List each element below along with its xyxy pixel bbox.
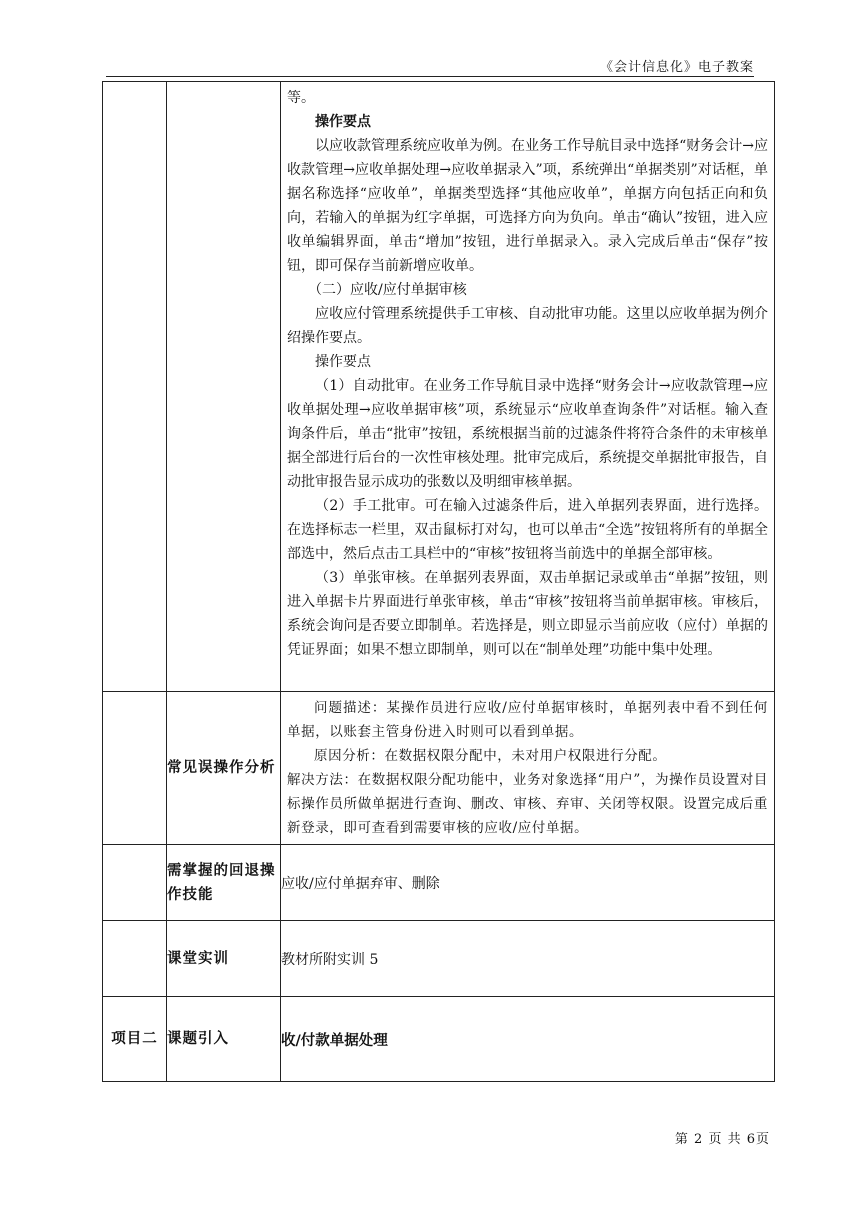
practice-label: 课堂实训 (167, 921, 281, 997)
errors-cell (281, 692, 775, 845)
empty-cell (103, 82, 167, 692)
topic-title: 收/付款单据处理 (281, 997, 775, 1082)
paragraph: 应收应付管理系统提供手工审核、自动批审功能。这里以应收单据为例介绍操作要点。 (287, 306, 768, 346)
table-row (103, 82, 775, 692)
section-heading: 操作要点 (315, 354, 371, 370)
topic-label: 课题引入 (167, 997, 281, 1082)
problem-text: 问题描述：某操作员进行应收/应付单据审核时，单据列表中看不到任何单据，以账套主管身份进入时则可以看到单据。 (287, 700, 768, 740)
table-row (103, 845, 775, 921)
empty-cell (167, 82, 281, 692)
paragraph: 以应收款管理系统应收单为例。在业务工作导航目录中选择“财务会计→应收款管理→应收单据处理→应收单据录入”项，系统弹出“单据类别”对话框，单据名称选择“应收单”，单据类型选择“其他应收单”，单据方向包括正向和负向，若输入的单据为红字单据，可选择方向为负向。单击“确认”按钮，进入应收单编辑界面，单击“增加”按钮，进行单据录入。录入完成后单击“保存”按钮，即可保存当前新增应收单。 (287, 138, 768, 274)
errors-body (281, 692, 774, 844)
header-divider (106, 76, 754, 77)
empty-cell (103, 845, 167, 921)
section-heading: （二）应收/应付单据审核 (308, 282, 467, 298)
paragraph: （2）手工批审。可在输入过滤条件后，进入单据列表界面，进行选择。在选择标志一栏里，双击鼠标打对勾，也可以单击“全选”按钮将所有的单据全部选中，然后点击工具栏中的“审核”按钮将当前选中的单据全部审核。 (287, 498, 768, 562)
empty-cell (103, 921, 167, 997)
paragraph: （1）自动批审。在业务工作导航目录中选择“财务会计→应收款管理→应收单据处理→应收单据审核”项，系统显示“应收单查询条件”对话框。输入查询条件后，单击“批审”按钮，系统根据当前的过滤条件将符合条件的未审核单据全部进行后台的一次性审核处理。批审完成后，系统提交单据批审报告，自动批审报告显示成功的张数以及明细审核单据。 (287, 378, 768, 490)
header-title: 《会计信息化》电子教案 (599, 60, 754, 75)
practice-value: 教材所附实训 5 (281, 921, 775, 997)
cause-text: 原因分析：在数据权限分配中，未对用户权限进行分配。 (314, 748, 667, 764)
table-row (103, 997, 775, 1082)
lesson-body (281, 82, 774, 672)
lesson-table (102, 81, 775, 1082)
solution-text: 解决方法：在数据权限分配功能中，业务对象选择“用户”，为操作员设置对目标操作员所做单据进行查询、删改、审核、弃审、关闭等权限。设置完成后重新登录，即可查看到需要审核的应收/应付单据。 (287, 772, 768, 836)
paragraph: （3）单张审核。在单据列表界面，双击单据记录或单击“单据”按钮，则进入单据卡片界面进行单张审核，单击“审核”按钮将当前单据审核。审核后，系统会询问是否要立即制单。若选择是，则立即显示当前应收（应付）单据的凭证界面；如果不想立即制单，则可以在“制单处理”功能中集中处理。 (287, 570, 768, 658)
errors-label: 常见误操作分析 (167, 692, 281, 845)
section-heading: 操作要点 (315, 114, 371, 130)
page-number: 第 2 页 共 6页 (674, 1132, 770, 1147)
rollback-value: 应收/应付单据弃审、删除 (281, 845, 775, 921)
empty-cell (103, 692, 167, 845)
paragraph: 等。 (287, 90, 315, 106)
project-label: 项目二 (103, 997, 167, 1082)
rollback-label: 需掌握的回退操作技能 (167, 845, 281, 921)
table-row (103, 692, 775, 845)
content-cell (281, 82, 775, 692)
table-row (103, 921, 775, 997)
